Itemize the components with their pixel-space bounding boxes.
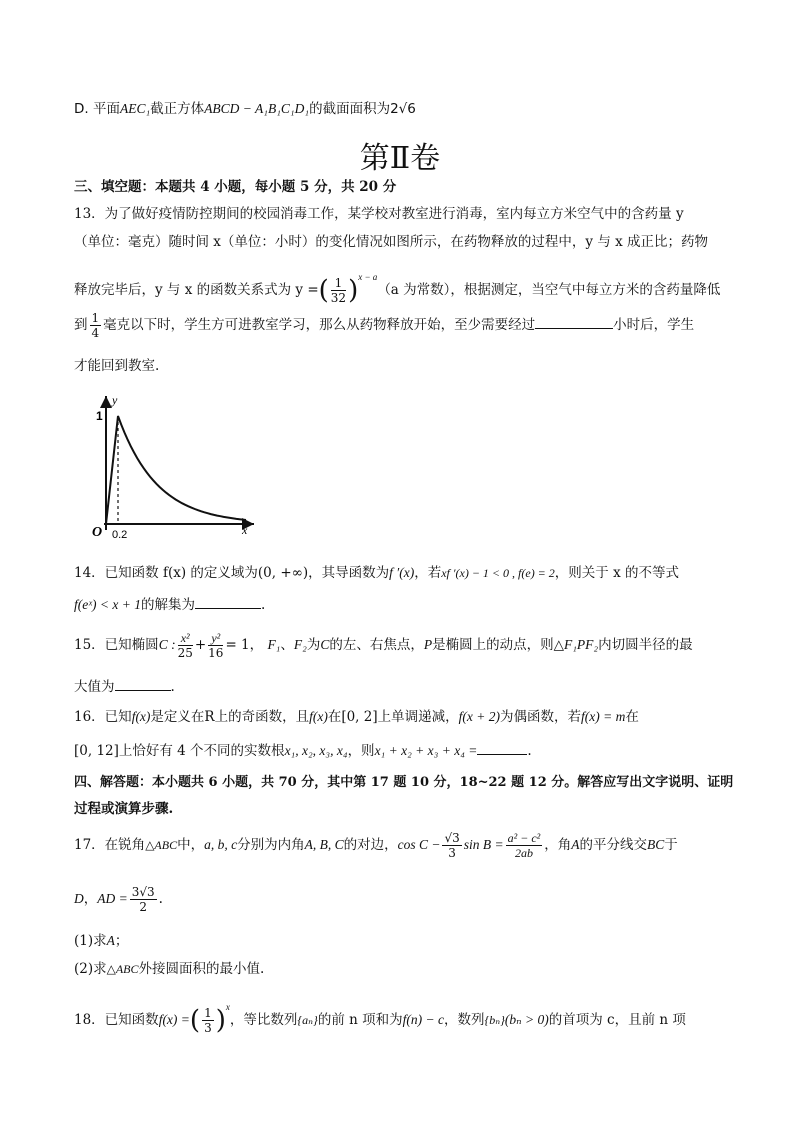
q17-sub2-text: (2)求 [74, 961, 107, 977]
x-axis-label: x [242, 523, 248, 537]
q15-ellipse-label: C : [158, 637, 176, 652]
q13-graph [84, 388, 264, 548]
q15-line1 [74, 630, 734, 660]
q13-quarter: $\frac{1}{4}$ [91, 311, 100, 340]
option-d-answer: 2√6 [390, 101, 416, 117]
q17-sub2-triangle: △ABC [106, 962, 139, 976]
option-d-text-1: 平面 [92, 101, 120, 117]
q18-fx: f(x) = [158, 1012, 190, 1027]
q17-abc: a, b, c [204, 837, 238, 852]
q16-interval: [0, 2] [341, 709, 378, 725]
y-axis-label: y [112, 393, 118, 407]
q14-line2 [74, 594, 734, 616]
q14-domain: (0, +∞) [257, 565, 309, 581]
option-d [74, 98, 734, 120]
q13-line4-b: 毫克以下时，学生方可进教室学习，那么从药物释放开始，至少需要经过 [103, 317, 536, 333]
q17-text-b: 中， [177, 837, 205, 853]
q13-line4-a: 到 [74, 317, 88, 333]
q14-answer-blank[interactable] [195, 608, 261, 609]
q17-angles: A, B, C [304, 837, 344, 852]
q14-inequality: f(eˣ) < x + 1 [74, 597, 142, 612]
q16-end: . [527, 743, 532, 759]
q15-eq: = 1， [225, 637, 264, 653]
q16-text-d: 在 [327, 709, 342, 725]
q15-text-f: 大值为 [74, 679, 115, 695]
q13-curve [106, 416, 246, 524]
q15-line2 [74, 676, 734, 698]
option-d-label: D. [74, 101, 89, 117]
q17-text-g: 于 [664, 837, 678, 853]
q18-an: {aₙ} [297, 1013, 318, 1027]
q16-text-e: 上单调递减， [377, 709, 459, 725]
q13-line3-a: 释放完毕后，y 与 x 的函数关系式为 y = [74, 282, 319, 298]
q18-text-e: 的首项为 c，且前 n 项 [548, 1012, 686, 1028]
option-d-cube: ABCD − A₁B₁C₁D₁ [204, 101, 310, 116]
q17-text-e: ，角 [544, 837, 572, 853]
q13-line4 [74, 310, 734, 340]
q14-text-d: ，则关于 x 的不等式 [554, 565, 679, 581]
q16-text-a: 16．已知 [74, 709, 132, 725]
q15-c: C [320, 637, 330, 652]
q15-sep: 、 [280, 637, 294, 653]
q17-frac-sqrt3: $\frac{√3}{3}$ [444, 831, 460, 860]
q18-exponent: x [225, 1002, 230, 1012]
option-d-text-2: 截正方体 [150, 101, 205, 117]
q17-sub2 [74, 958, 734, 980]
q16-sum: x₁ + x₂ + x₃ + x₄ = [374, 743, 478, 758]
q17-d: D [74, 891, 84, 906]
q14-text-b: ，其导函数为 [308, 565, 390, 581]
q17-sub2-end: 外接圆面积的最小值. [138, 961, 265, 977]
q16-text-c: 上的奇函数，且 [214, 709, 310, 725]
q14-line1 [74, 562, 734, 584]
q17-sub1-a: A [106, 933, 115, 948]
q17-cosc: cos C − [397, 837, 441, 852]
q17-end: . [158, 891, 163, 907]
q15-f2: F₂ [293, 637, 307, 652]
q16-line2 [74, 740, 734, 762]
q17-triangle: △ABC [145, 838, 178, 852]
q14-text-e: 的解集为 [141, 597, 196, 613]
q15-end: . [170, 679, 175, 695]
q18-text-a: 18．已知函数 [74, 1012, 159, 1028]
q18-line1: 18．已知函数f(x) =( $\frac{1}{3}$ )$^x$，等比数列{aₙ}的前 n 项和为f(n) − c，数列{bₙ}(bₙ > 0)的首项为 c，且前 n 项 [74, 1002, 686, 1036]
q17-text-a: 17．在锐角 [74, 837, 146, 853]
q17-line1 [74, 830, 734, 860]
q13-fraction: $\frac{1}{32}$ [330, 276, 347, 305]
q17-sinb: sin B = [463, 837, 504, 852]
q16-interval2: [0, 12] [74, 743, 119, 759]
q17-ad: AD = [97, 891, 128, 906]
q18-text-d: ，数列 [443, 1012, 485, 1028]
q16-text-h: 上恰好有 4 个不同的实数根 [118, 743, 285, 759]
q17-text-f: 的平分线交 [579, 837, 647, 853]
part3-heading: 三、填空题：本题共 4 小题，每小题 5 分，共 20 分 [74, 179, 397, 195]
q17-bc: BC [647, 837, 665, 852]
q16-text-b: 是定义在 [150, 709, 205, 725]
q14-text-c: ，若 [414, 565, 442, 581]
q18-text-c: 的前 n 项和为 [317, 1012, 403, 1028]
q15-f1: F₁ [267, 637, 281, 652]
q16-fx3: f(x + 2) [458, 709, 500, 724]
q18-bn-cond: (bₙ > 0) [504, 1012, 549, 1027]
q18-bn: {bₙ} [484, 1013, 505, 1027]
q18-frac: $\frac{1}{3}$ [204, 1006, 212, 1035]
q16-text-f: 为偶函数，若 [499, 709, 581, 725]
q14-text-a: 14．已知函数 f(x) 的定义域为 [74, 565, 258, 581]
q14-end: . [261, 597, 266, 613]
q16-line1 [74, 706, 734, 728]
q17-text-d: 的对边， [343, 837, 398, 853]
q13-line5: 才能回到教室. [74, 358, 160, 374]
q15-text-c: 的左、右焦点， [329, 637, 424, 653]
q13-line1: 13．为了做好疫情防控期间的校园消毒工作，某学校对教室进行消毒，室内每立方米空气中的含药量 y [74, 206, 684, 222]
q16-fx: f(x) [131, 709, 151, 724]
q13-line4-c: 小时后，学生 [613, 317, 695, 333]
q18-text-b: ，等比数列 [229, 1012, 298, 1028]
q17-sub1 [74, 930, 734, 952]
q17-sub1-end: ； [114, 933, 129, 949]
part4-heading-2: 过程或演算步骤. [74, 801, 174, 817]
q16-text-i: ，则 [347, 743, 375, 759]
q15-text-d: 是椭圆上的动点，则 [432, 637, 554, 653]
q15-text-a: 15．已知椭圆 [74, 637, 159, 653]
q13-exponent: x − a [358, 272, 378, 282]
q17-line2 [74, 884, 734, 914]
part4-heading-1: 四、解答题：本小题共 6 小题，共 70 分，其中第 17 题 10 分，18~22 题 12 分。解答应写出文字说明、证明 [74, 775, 734, 790]
q16-text-g: 在 [625, 709, 639, 725]
q17-sub1-text: (1)求 [74, 933, 107, 949]
y-tick-label: 1 [96, 409, 103, 423]
q16-answer-blank[interactable] [477, 754, 527, 755]
q17-text-c: 分别为内角 [237, 837, 305, 853]
q15-text-b: 为 [306, 637, 321, 653]
q16-eq-m: f(x) = m [580, 709, 626, 724]
x-tick-label: 0.2 [112, 529, 128, 541]
q15-frac-y: $\frac{\text{y²}}{16}$ [208, 631, 224, 660]
q18-fn: f(n) − c [402, 1012, 444, 1027]
q17-text-h: ， [83, 891, 98, 907]
q13-line3-b: （a 为常数），根据测定，当空气中每立方米的含药量降低 [377, 282, 721, 298]
q17-angle-a: A [571, 837, 580, 852]
q17-frac-ad: $\frac{3√3}{2}$ [131, 885, 155, 914]
q16-roots: x₁, x₂, x₃, x₄ [284, 743, 348, 758]
q14-derivative: f ′(x) [389, 565, 415, 580]
q17-frac-rhs: $\frac{\text{a² − c²}}{2ab}$ [507, 831, 541, 860]
q14-condition: xf ′(x) − 1 < 0 , f(e) = 2 [441, 566, 555, 580]
q15-frac-x: $\frac{\text{x²}}{25}$ [177, 631, 193, 660]
option-d-text-3: 的截面面积为 [309, 101, 391, 117]
option-d-plane: AEC₁ [119, 101, 151, 116]
q15-text-e: 内切圆半径的最 [598, 637, 693, 653]
q15-triangle: △F₁PF₂ [553, 637, 599, 652]
q15-p: P [423, 637, 433, 652]
origin-label: O [92, 525, 103, 540]
q15-answer-blank[interactable] [115, 690, 171, 691]
q13-line3: 释放完毕后，y 与 x 的函数关系式为 y =( $\frac{1}{32}$ )$^{x - a}$（a 为常数），根据测定，当空气中每立方米的含药量降低 [74, 272, 721, 306]
q13-answer-blank[interactable] [535, 328, 613, 329]
section-title: 第Ⅱ卷 [359, 141, 441, 176]
q16-fx2: f(x) [309, 709, 328, 724]
q13-line2: （单位：毫克）随时间 x（单位：小时）的变化情况如图所示，在药物释放的过程中，y 与 x 成正比；药物 [74, 234, 709, 250]
q16-r: R [204, 709, 215, 725]
q15-plus: + [194, 637, 207, 653]
